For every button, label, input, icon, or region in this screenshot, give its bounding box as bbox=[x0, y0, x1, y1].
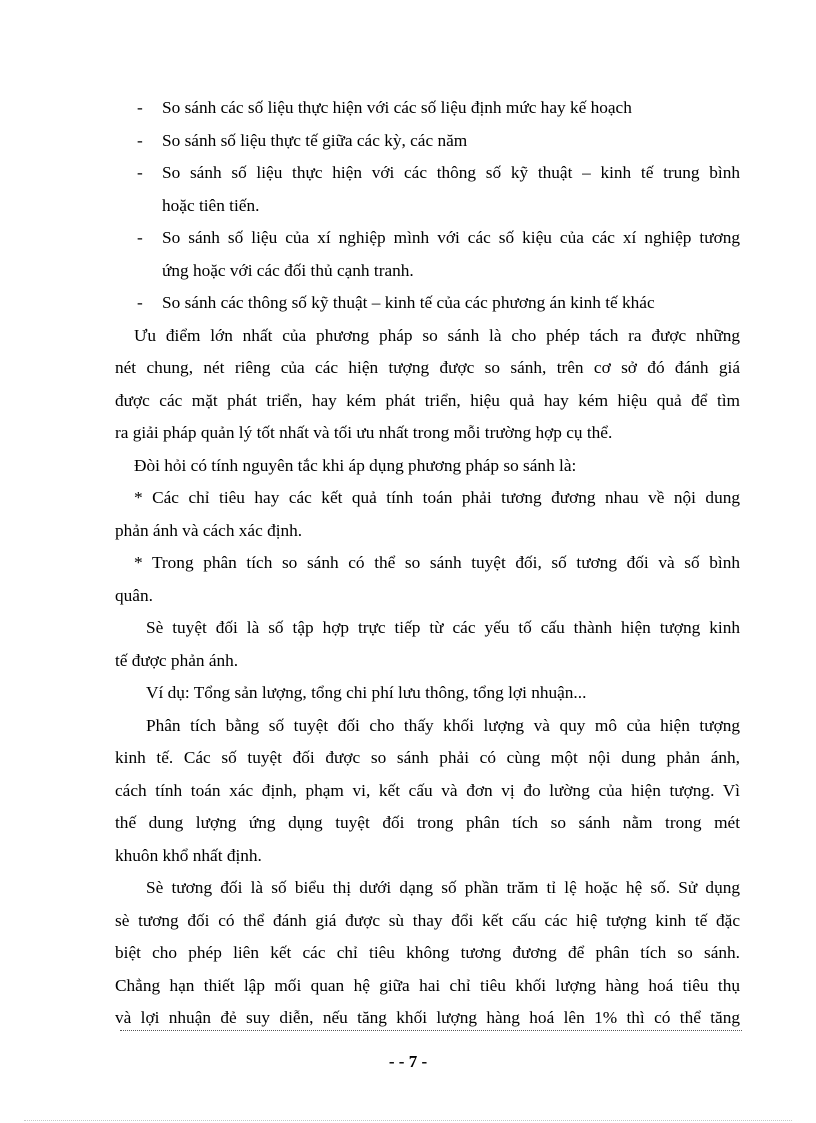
paragraph-line: Sè tuyệt đối là số tập hợp trực tiếp từ các yếu tố cấu thành hiện tượng kinh bbox=[146, 618, 740, 637]
paragraph-advantages bbox=[115, 320, 740, 450]
bullet-list bbox=[115, 92, 740, 320]
paragraph-line: khuôn khổ nhất định. bbox=[115, 845, 262, 865]
bullet-continuation: hoặc tiên tiến. bbox=[162, 195, 260, 215]
bullet-dash: - bbox=[137, 293, 143, 312]
bullet-item bbox=[115, 222, 740, 255]
principle-item bbox=[115, 547, 740, 612]
paragraph-line: quân. bbox=[115, 585, 153, 605]
bullet-text: So sánh số liệu của xí nghiệp mình với các số kiệu của các xí nghiệp tương bbox=[162, 228, 740, 247]
paragraph-line: tế được phản ánh. bbox=[115, 650, 239, 670]
paragraph-line: Ưu điểm lớn nhất của phương pháp so sánh là cho phép tách ra được những bbox=[134, 325, 740, 345]
paragraph-example bbox=[115, 677, 740, 710]
paragraph-line: Đòi hỏi có tính nguyên tắc khi áp dụng phương pháp so sánh là: bbox=[134, 455, 577, 475]
paragraph-line: Sè tương đối là số biểu thị dưới dạng số phần trăm tỉ lệ hoặc hệ số. Sử dụng bbox=[146, 878, 740, 897]
principle-item bbox=[115, 482, 740, 547]
paragraph-line: * Các chỉ tiêu hay các kết quả tính toán phải tương đương nhau về nội dung bbox=[134, 488, 740, 507]
paragraph-line: phản ánh và cách xác định. bbox=[115, 520, 303, 540]
bullet-text: So sánh số liệu thực hiện với các thông số kỹ thuật – kinh tế trung bình bbox=[162, 163, 740, 182]
paragraph-absolute-analysis bbox=[115, 710, 740, 873]
paragraph-line: biệt cho phép liên kết các chỉ tiêu không tương đương để phân tích so sánh. bbox=[115, 943, 740, 962]
bullet-text: So sánh các thông số kỹ thuật – kinh tế của các phương án kinh tế khác bbox=[162, 293, 655, 312]
paragraph-absolute-number bbox=[115, 612, 740, 677]
bullet-item bbox=[115, 157, 740, 190]
paragraph-line: cách tính toán xác định, phạm vi, kết cấu và đơn vị đo lường của hiện tượng. Vì bbox=[115, 780, 740, 800]
paragraph-line: * Trong phân tích so sánh có thể so sánh tuyệt đối, số tương đối và số bình bbox=[134, 553, 740, 572]
paragraph-line: Phân tích bằng số tuyệt đối cho thấy khối lượng và quy mô của hiện tượng bbox=[146, 715, 740, 735]
bullet-dash: - bbox=[137, 98, 143, 117]
bullet-item bbox=[115, 92, 740, 125]
footer-divider bbox=[120, 1030, 742, 1031]
paragraph-line: Ví dụ: Tổng sản lượng, tổng chi phí lưu thông, tổng lợi nhuận... bbox=[146, 683, 587, 702]
bullet-dash: - bbox=[137, 228, 143, 247]
bullet-text: So sánh các số liệu thực hiện với các số liệu định mức hay kế hoạch bbox=[162, 98, 632, 117]
paragraph-line: Chẳng hạn thiết lập mối quan hệ giữa hai chỉ tiêu khối lượng hàng hoá tiêu thụ bbox=[115, 975, 740, 995]
paragraph-line: ra giải pháp quản lý tốt nhất và tối ưu nhất trong mỗi trường hợp cụ thể. bbox=[115, 423, 613, 442]
paragraph-relative-number bbox=[115, 872, 740, 1035]
bullet-continuation: ứng hoặc với các đối thủ cạnh tranh. bbox=[162, 260, 414, 280]
paragraph-line: sè tương đối có thể đánh giá được sù thay đổi kết cấu các hiệ tượng kinh tế đặc bbox=[115, 910, 740, 930]
bullet-dash: - bbox=[137, 130, 143, 150]
bullet-item bbox=[115, 287, 740, 320]
paragraph-line: kinh tế. Các số tuyệt đối được so sánh phải có cùng một nội dung phản ánh, bbox=[115, 748, 740, 767]
page-number: - - 7 - bbox=[388, 1052, 428, 1071]
bullet-text: So sánh số liệu thực tế giữa các kỳ, các năm bbox=[162, 130, 468, 150]
bullet-item bbox=[115, 125, 740, 158]
bullet-dash: - bbox=[137, 163, 143, 182]
paragraph-principles bbox=[115, 450, 740, 483]
paragraph-line: được các mặt phát triển, hay kém phát triển, hiệu quả hay kém hiệu quả để tìm bbox=[115, 390, 740, 410]
paragraph-line: nét chung, nét riêng của các hiện tượng được so sánh, trên cơ sở đó đánh giá bbox=[115, 358, 740, 377]
page-bottom-divider bbox=[24, 1120, 792, 1121]
page-body bbox=[115, 92, 740, 1035]
paragraph-line: thế dung lượng ứng dụng tuyệt đối trong phân tích so sánh nằm trong mét bbox=[115, 813, 740, 832]
paragraph-line: và lợi nhuận đẻ suy diễn, nếu tăng khối lượng hàng hoá lên 1% thì có thể tăng bbox=[115, 1008, 740, 1027]
